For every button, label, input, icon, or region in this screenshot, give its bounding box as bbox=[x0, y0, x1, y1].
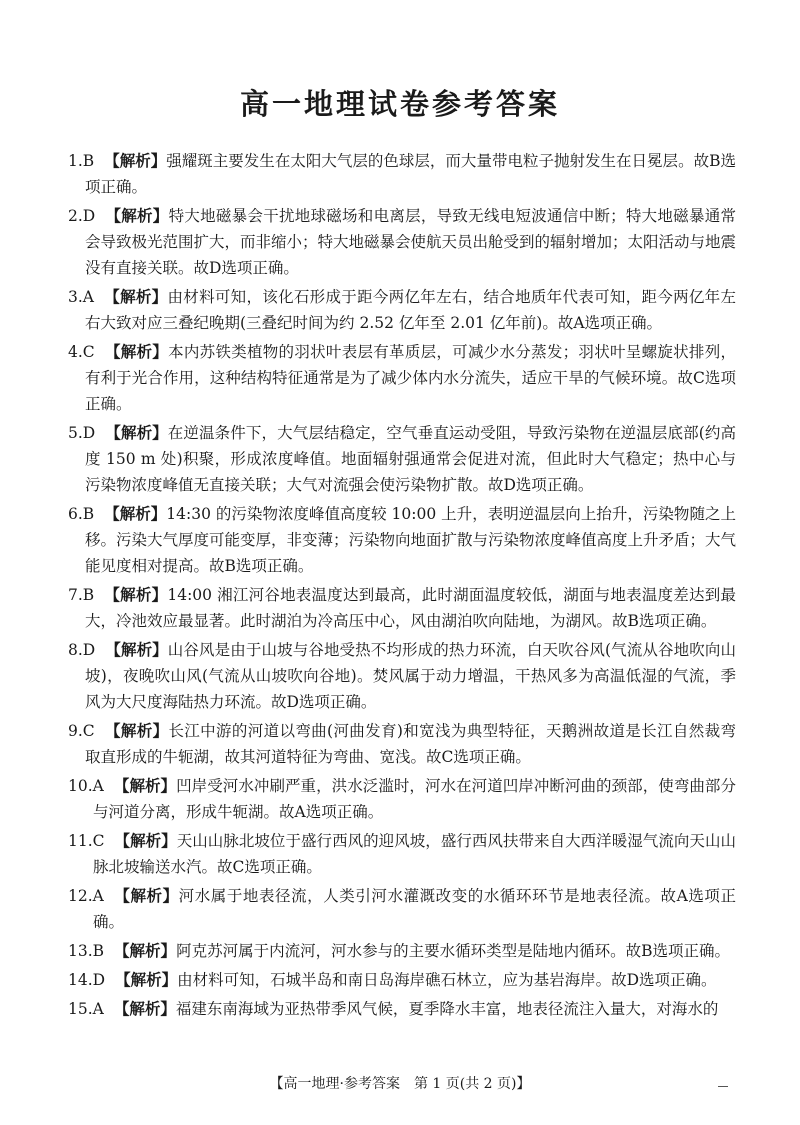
answer-text: 本内苏铁类植物的羽状叶表层有革质层，可减少水分蒸发；羽状叶呈螺旋状排列，有利于光合作用，这种结构特征通常是为了减少体内水分流失，适应干旱的气候环境。故C选项正确。 bbox=[85, 343, 736, 413]
answer-item-1 bbox=[68, 148, 736, 200]
answer-number: 5.D bbox=[68, 424, 96, 442]
answer-item-4 bbox=[68, 339, 736, 417]
answer-text: 河水属于地表径流，人类引河水灌溉改变的水循环环节是地表径流。故A选项正确。 bbox=[93, 887, 736, 931]
answer-item-2 bbox=[68, 203, 736, 281]
answer-text: 由材料可知，石城半岛和南日岛海岸礁石林立，应为基岩海岸。故D选项正确。 bbox=[177, 971, 717, 989]
analysis-tag: 【解析】 bbox=[104, 152, 167, 170]
answer-item-12 bbox=[68, 883, 736, 935]
analysis-tag: 【解析】 bbox=[114, 942, 177, 960]
analysis-tag: 【解析】 bbox=[113, 1000, 176, 1018]
answer-number: 3.A bbox=[68, 288, 94, 306]
answer-item-11 bbox=[68, 828, 736, 880]
answer-number: 1.B bbox=[68, 152, 95, 170]
analysis-tag: 【解析】 bbox=[103, 288, 168, 306]
answer-text: 凹岸受河水冲刷严重，洪水泛滥时，河水在河道凹岸冲断河曲的颈部，使弯曲部分与河道分离，形成牛轭湖。故A选项正确。 bbox=[93, 777, 736, 821]
answer-item-5 bbox=[68, 420, 736, 498]
analysis-tag: 【解析】 bbox=[105, 424, 168, 442]
answer-number: 6.B bbox=[68, 505, 95, 523]
answer-item-8 bbox=[68, 637, 736, 715]
analysis-tag: 【解析】 bbox=[114, 832, 177, 850]
analysis-tag: 【解析】 bbox=[104, 343, 169, 361]
answer-number: 4.C bbox=[68, 343, 95, 361]
answer-text: 在逆温条件下，大气层结稳定，空气垂直运动受阻，导致污染物在逆温层底部(约高度 150 m 处)积聚，形成浓度峰值。地面辐射强通常会促进对流，但此时大气稳定；热中心与污染物浓度峰值无直接关联；大气对流强会使污染物扩散。故D选项正确。 bbox=[85, 424, 736, 494]
answer-number: 2.D bbox=[68, 207, 96, 225]
page-title: 高一地理试卷参考答案 bbox=[239, 87, 560, 121]
analysis-tag: 【解析】 bbox=[104, 505, 167, 523]
answer-number: 13.B bbox=[68, 942, 105, 960]
answer-text: 特大地磁暴会干扰地球磁场和电离层，导致无线电短波通信中断；特大地磁暴通常会导致极光范围扩大，而非缩小；特大地磁暴会使航天员出舱受到的辐射增加；太阳活动与地震没有直接关联。故D选项正确。 bbox=[85, 207, 737, 277]
answer-text: 山谷风是由于山坡与谷地受热不均形成的热力环流，白天吹谷风(气流从谷地吹向山坡)，夜晚吹山风(气流从山坡吹向谷地)。焚风属于动力增温，干热风多为高温低湿的气流，季风为大尺度海陆热力环流。故D选项正确。 bbox=[85, 641, 736, 711]
analysis-tag: 【解析】 bbox=[104, 586, 168, 604]
answer-item-13 bbox=[68, 938, 736, 964]
answer-item-14 bbox=[68, 967, 736, 993]
answer-item-3 bbox=[68, 284, 736, 336]
answer-number: 11.C bbox=[68, 832, 105, 850]
answer-text: 14:00 湘江河谷地表温度达到最高，此时湖面温度较低，湖面与地表温度差达到最大，冷池效应最显著。此时湖泊为冷高压中心，风由湖泊吹向陆地，为湖风。故B选项正确。 bbox=[85, 586, 736, 630]
analysis-tag: 【解析】 bbox=[105, 641, 168, 659]
answer-item-6 bbox=[68, 501, 736, 579]
answer-text: 由材料可知，该化石形成于距今两亿年左右，结合地质年代表可知，距今两亿年左右大致对应三叠纪晚期(三叠纪时间为约 2.52 亿年至 2.01 亿年前)。故A选项正确。 bbox=[85, 288, 736, 332]
answer-number: 12.A bbox=[68, 887, 104, 905]
analysis-tag: 【解析】 bbox=[115, 971, 178, 989]
analysis-tag: 【解析】 bbox=[104, 722, 169, 740]
answer-number: 8.D bbox=[68, 641, 96, 659]
answer-text: 福建东南海域为亚热带季风气候，夏季降水丰富，地表径流注入量大，对海水的 bbox=[175, 1000, 719, 1018]
answer-text: 强耀斑主要发生在太阳大气层的色球层，而大量带电粒子抛射发生在日冕层。故B选项正确。 bbox=[85, 152, 736, 196]
answer-text: 14:30 的污染物浓度峰值高度较 10:00 上升，表明逆温层向上抬升，污染物随之上移。污染大气厚度可能变厚，非变薄；污染物向地面扩散与污染物浓度峰值高度上升矛盾；大气能见度相对提高。故B选项正确。 bbox=[85, 505, 737, 575]
answer-item-7 bbox=[68, 582, 736, 634]
answer-number: 7.B bbox=[68, 586, 95, 604]
analysis-tag: 【解析】 bbox=[113, 887, 179, 905]
analysis-tag: 【解析】 bbox=[113, 777, 177, 795]
answer-list bbox=[68, 148, 736, 1025]
analysis-tag: 【解析】 bbox=[105, 207, 169, 225]
answer-item-10 bbox=[68, 773, 736, 825]
page-footer: 【高一地理·参考答案 第 1 页(共 2 页)】 bbox=[269, 1076, 531, 1092]
answer-number: 10.A bbox=[68, 777, 104, 795]
answer-text: 阿克苏河属于内流河，河水参与的主要水循环类型是陆地内循环。故B选项正确。 bbox=[176, 942, 730, 960]
corner-mark bbox=[718, 1086, 728, 1087]
answer-number: 14.D bbox=[68, 971, 106, 989]
answer-item-9 bbox=[68, 718, 736, 770]
answer-text: 长江中游的河道以弯曲(河曲发育)和宽浅为典型特征，天鹅洲故道是长江自然裁弯取直形成的牛轭湖，故其河道特征为弯曲、宽浅。故C选项正确。 bbox=[85, 722, 736, 766]
answer-number: 9.C bbox=[68, 722, 95, 740]
answer-number: 15.A bbox=[68, 1000, 104, 1018]
answer-text: 天山山脉北坡位于盛行西风的迎风坡，盛行西风扶带来自大西洋暖湿气流向天山山脉北坡输送水汽。故C选项正确。 bbox=[93, 832, 736, 876]
answer-item-15 bbox=[68, 996, 736, 1022]
